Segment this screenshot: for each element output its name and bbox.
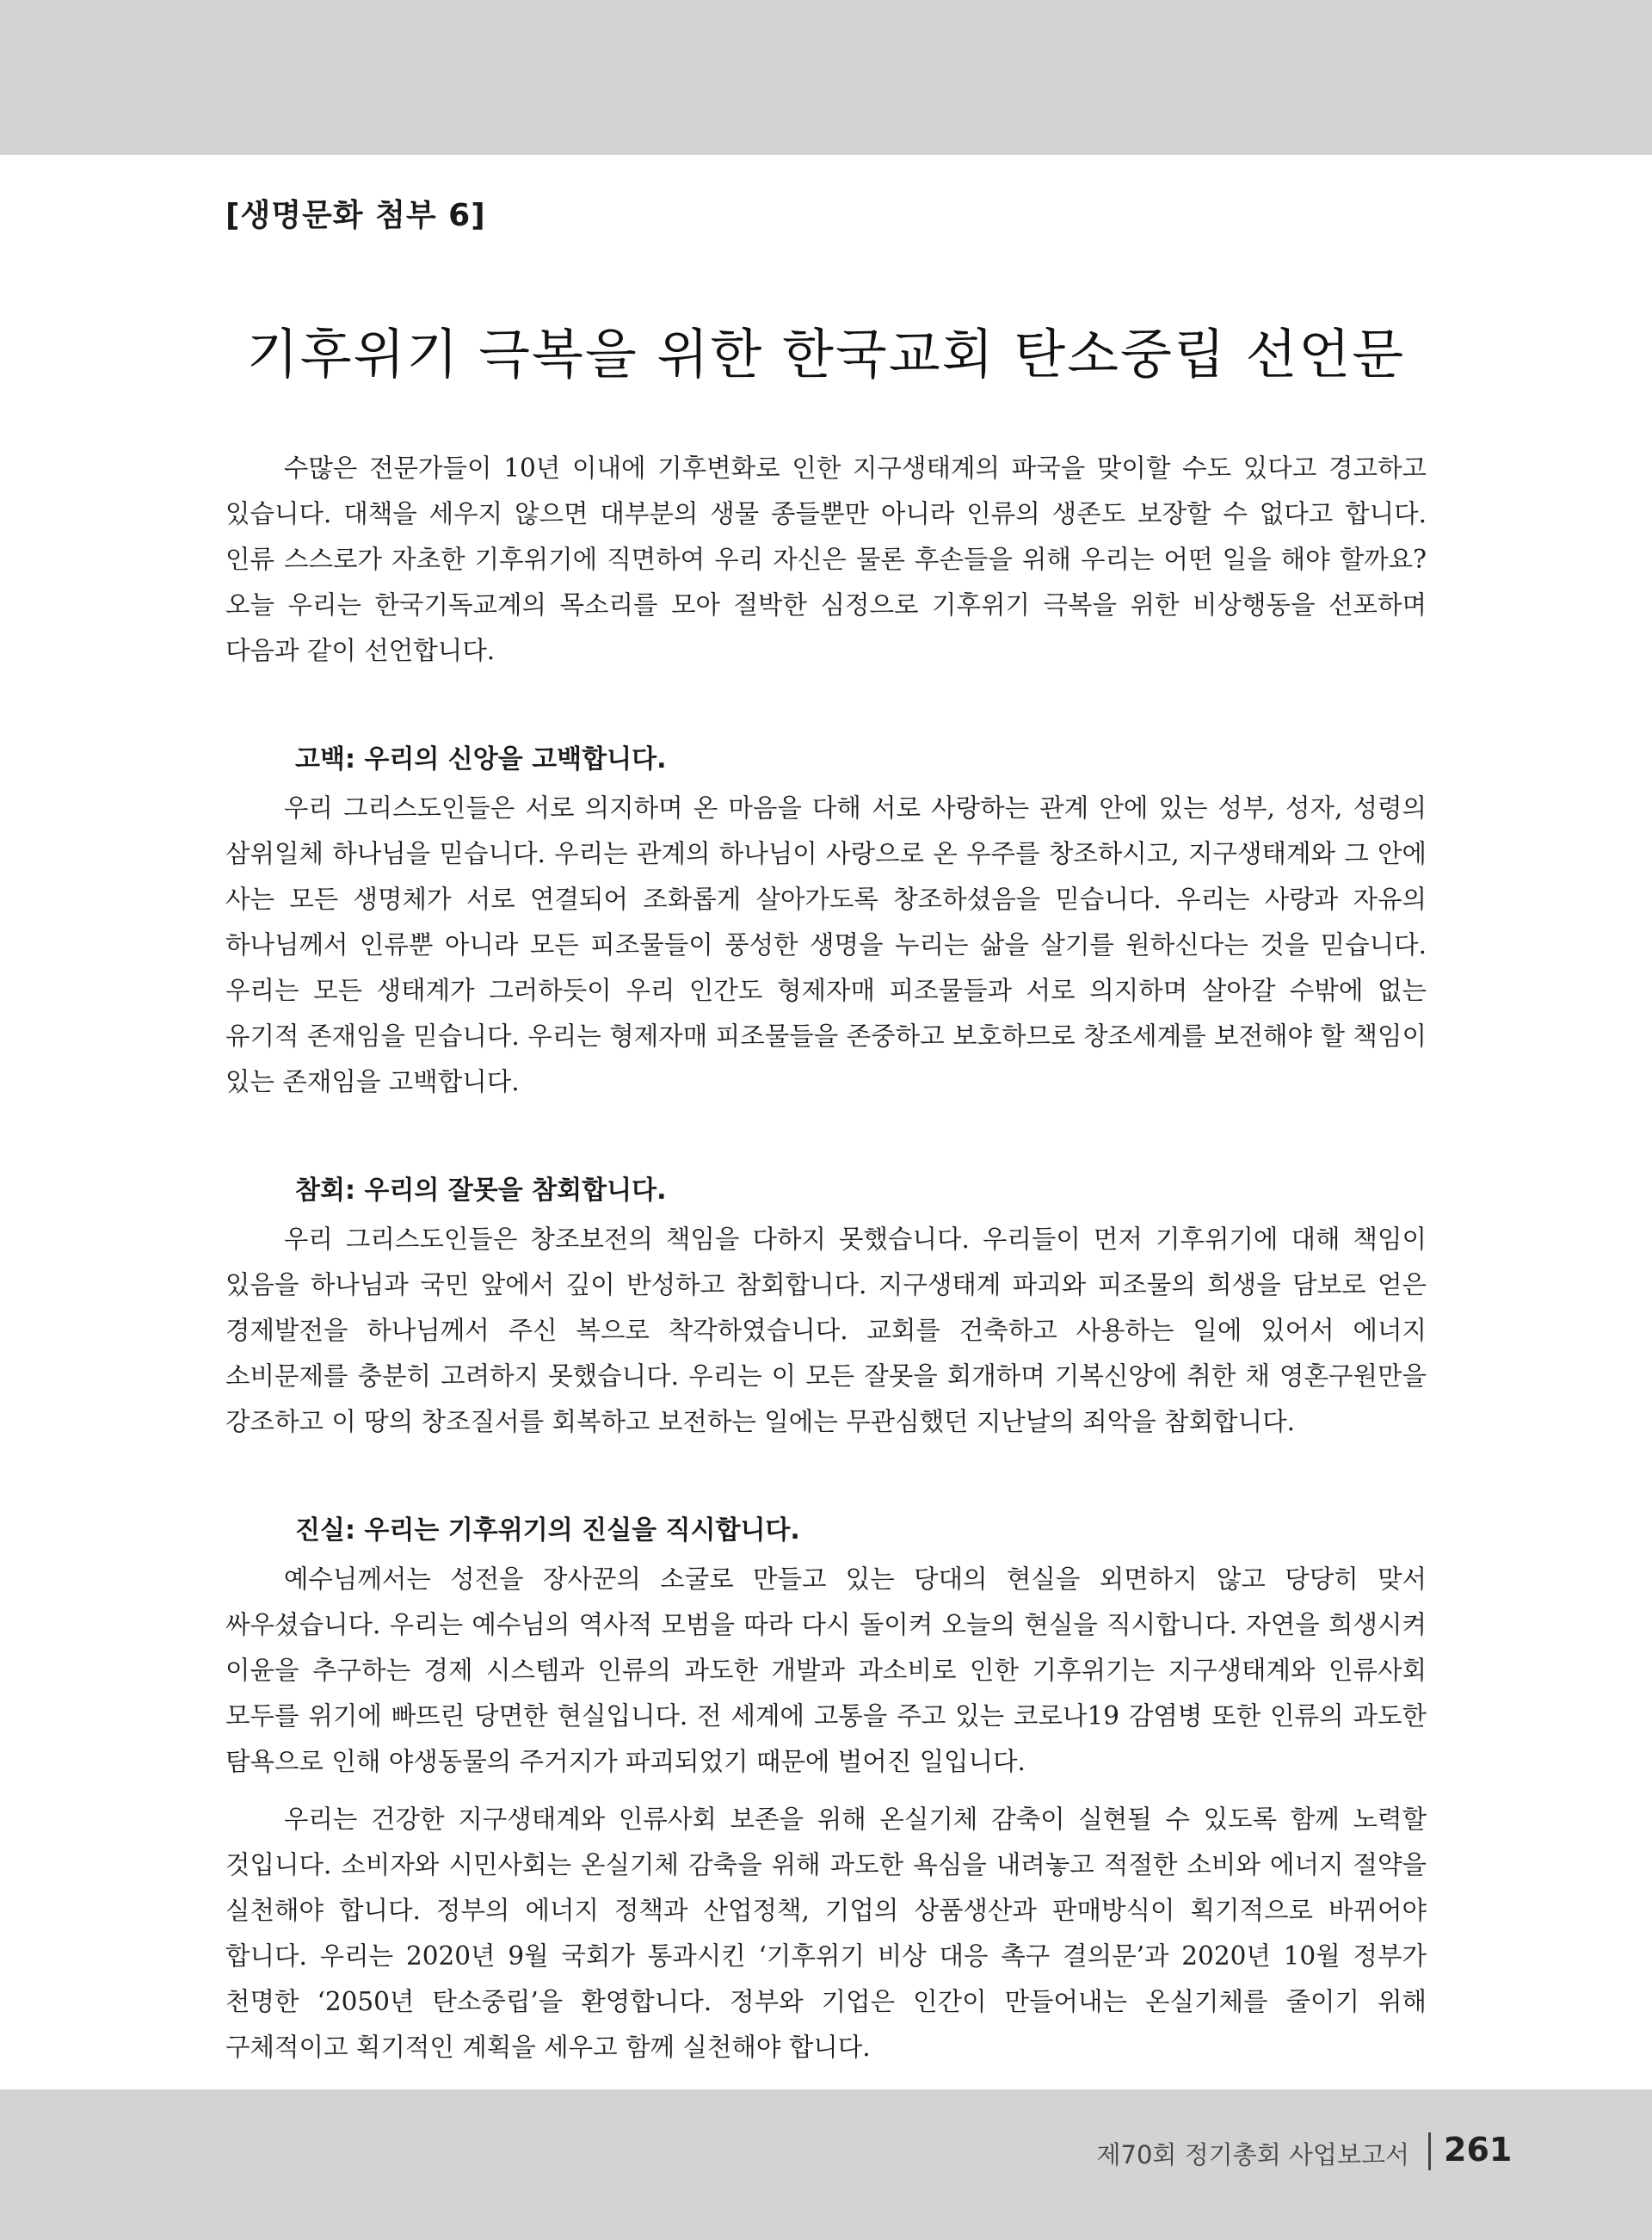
section-heading: 진실: 우리는 기후위기의 진실을 직시합니다. (295, 1515, 800, 1546)
document-title: 기후위기 극복을 위한 한국교회 탄소중립 선언문 (246, 323, 1406, 386)
intro-paragraph: 수많은 전문가들이 10년 이내에 기후변화로 인한 지구생태계의 파국을 맞이할 수도 있다고 경고하고 있습니다. 대책을 세우지 않으면 대부분의 생물 종들뿐만 아니라 인류의 생존도 보장할 수 없다고 합니다. 인류 스스로가 자초한 기후위기에 직면하여 우리 자신은 물론 후손들을 위해 우리는 어떤 일을 해야 할까요? 오늘 우리는 한국기독교계의 목소리를 모아 절박한 심정으로 기후위기 극복을 위한 비상행동을 선포하며 다음과 같이 선언합니다. (225, 454, 1427, 665)
header-band (0, 0, 1652, 155)
section-repentance (225, 1165, 1427, 1445)
attachment-label: [생명문화 첨부 6] (225, 198, 486, 233)
page-number: 261 (1444, 2131, 1513, 2169)
section-paragraph: 우리는 건강한 지구생태계와 인류사회 보존을 위해 온실기체 감축이 실현될 수 있도록 함께 노력할 것입니다. 소비자와 시민사회는 온실기체 감축을 위해 과도한 욕심을 내려놓고 적절한 소비와 에너지 절약을 실천해야 합니다. 정부의 에너지 정책과 산업정책, 기업의 상품생산과 판매방식이 획기적으로 바뀌어야 합니다. 우리는 2020년 9월 국회가 통과시킨 ‘기후위기 비상 대응 촉구 결의문’과 2020년 10월 정부가 천명한 ‘2050년 탄소중립’을 환영합니다. 정부와 기업은 인간이 만들어내는 온실기체를 줄이기 위해 구체적이고 획기적인 계획을 세우고 함께 실천해야 합니다. (225, 1805, 1427, 2062)
section-truth (225, 1505, 1427, 2070)
section-confession (225, 734, 1427, 1105)
document-body (225, 446, 1427, 2070)
section-heading: 참회: 우리의 잘못을 참회합니다. (295, 1176, 667, 1206)
section-paragraph: 예수님께서는 성전을 장사꾼의 소굴로 만들고 있는 당대의 현실을 외면하지 않고 당당히 맞서 싸우셨습니다. 우리는 예수님의 역사적 모범을 따라 다시 돌이켜 오늘의 현실을 직시합니다. 자연을 희생시켜 이윤을 추구하는 경제 시스템과 인류의 과도한 개발과 과소비로 인한 기후위기는 지구생태계와 인류사회 모두를 위기에 빠뜨린 당면한 현실입니다. 전 세계에 고통을 주고 있는 코로나19 감염병 또한 인류의 과도한 탐욕으로 인해 야생동물의 주거지가 파괴되었기 때문에 벌어진 일입니다. (225, 1564, 1427, 1776)
section-heading: 고백: 우리의 신앙을 고백합니다. (295, 744, 667, 774)
footer-report-title: 제70회 정기총회 사업보고서 (1096, 2140, 1409, 2169)
section-paragraph: 우리 그리스도인들은 창조보전의 책임을 다하지 못했습니다. 우리들이 먼저 기후위기에 대해 책임이 있음을 하나님과 국민 앞에서 깊이 반성하고 참회합니다. 지구생태계 파괴와 피조물의 희생을 담보로 얻은 경제발전을 하나님께서 주신 복으로 착각하였습니다. 교회를 건축하고 사용하는 일에 있어서 에너지 소비문제를 충분히 고려하지 못했습니다. 우리는 이 모든 잘못을 회개하며 기복신앙에 취한 채 영혼구원만을 강조하고 이 땅의 창조질서를 회복하고 보전하는 일에는 무관심했던 지난날의 죄악을 참회합니다. (225, 1225, 1427, 1436)
footer-separator (1428, 2132, 1431, 2170)
section-paragraph: 우리 그리스도인들은 서로 의지하며 온 마음을 다해 서로 사랑하는 관계 안에 있는 성부, 성자, 성령의 삼위일체 하나님을 믿습니다. 우리는 관계의 하나님이 사랑으로 온 우주를 창조하시고, 지구생태계와 그 안에 사는 모든 생명체가 서로 연결되어 조화롭게 살아가도록 창조하셨음을 믿습니다. 우리는 사랑과 자유의 하나님께서 인류뿐 아니라 모든 피조물들이 풍성한 생명을 누리는 삶을 살기를 원하신다는 것을 믿습니다. 우리는 모든 생태계가 그러하듯이 우리 인간도 형제자매 피조물들과 서로 의지하며 살아갈 수밖에 없는 유기적 존재임을 믿습니다. 우리는 형제자매 피조물들을 존중하고 보호하므로 창조세계를 보전해야 할 책임이 있는 존재임을 고백합니다. (225, 793, 1427, 1096)
